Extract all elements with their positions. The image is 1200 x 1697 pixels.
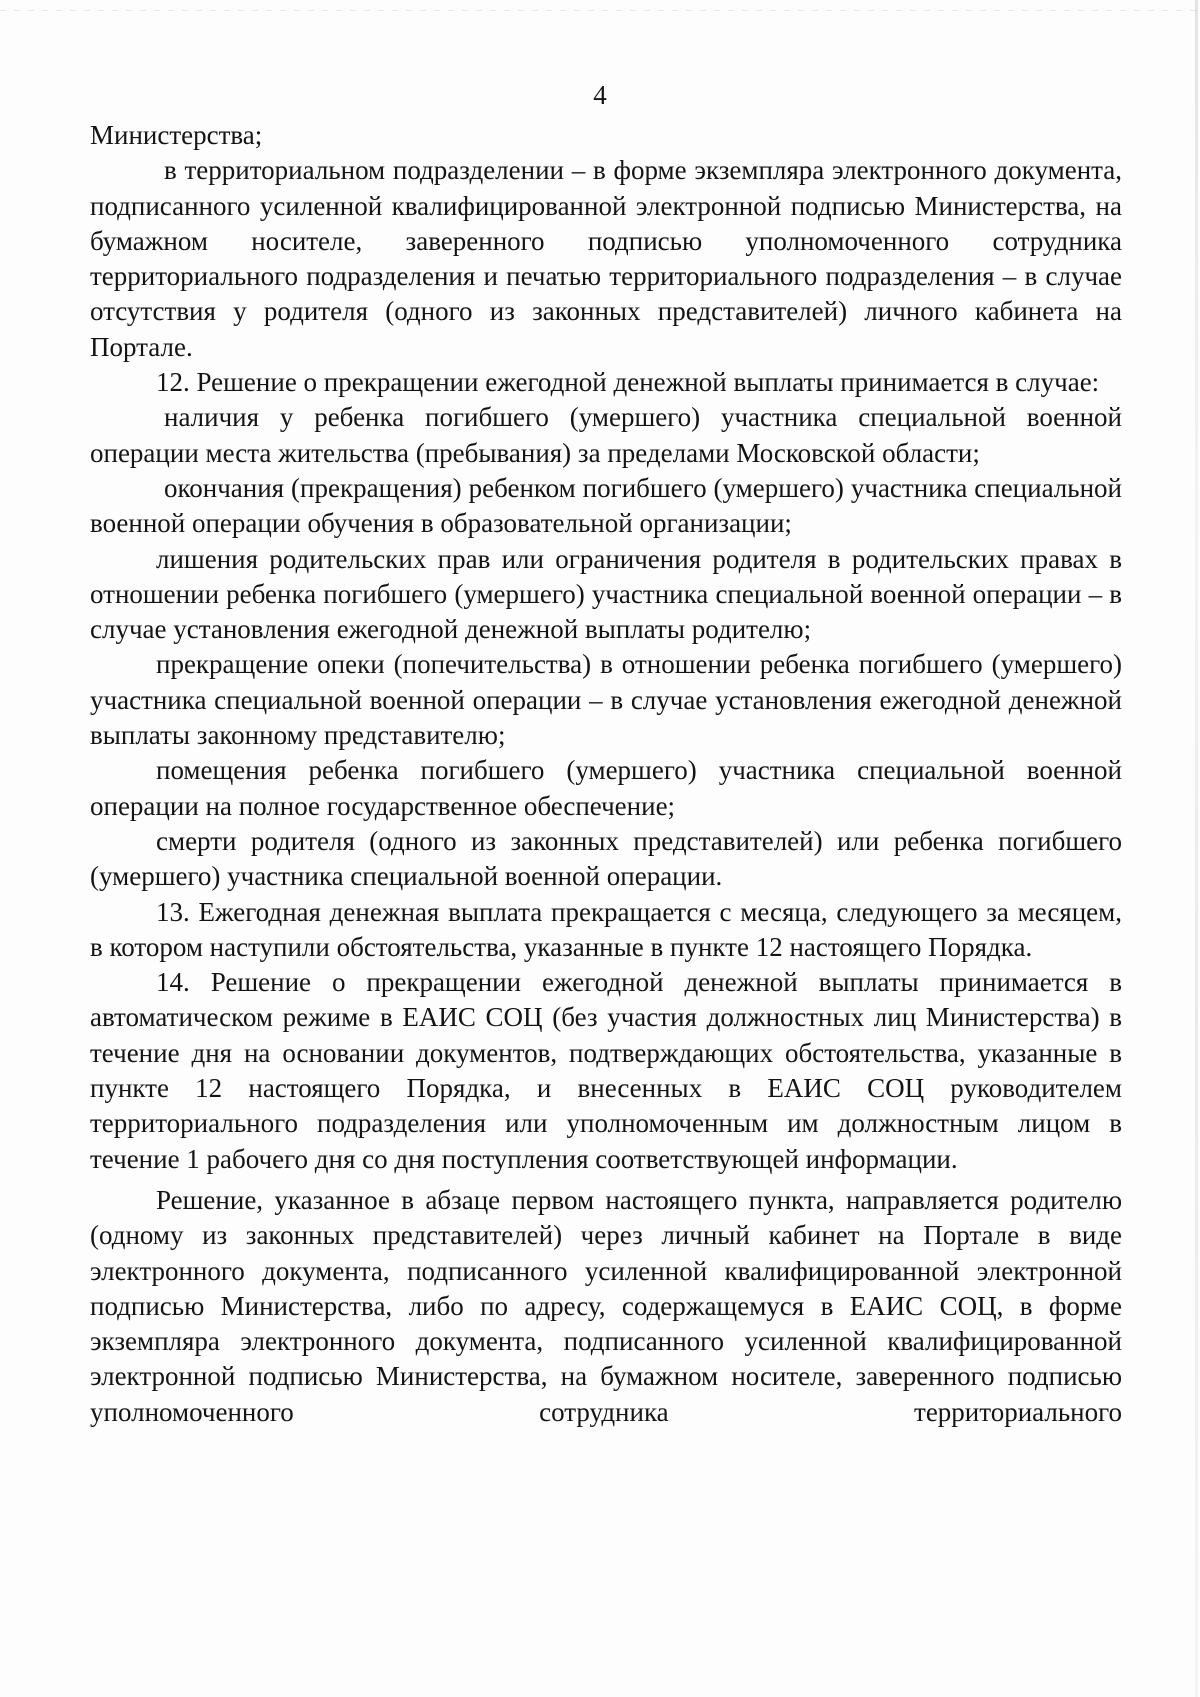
paragraph-death: смерти родителя (одного из законных представителей) или ребенка погибшего (умершего) участника специальной военной операции. (90, 825, 1122, 892)
scan-artifact-top (0, 10, 1200, 11)
paragraph-item-12: 12. Решение о прекращении ежегодной денежной выплаты принимается в случае: (156, 367, 1100, 398)
paragraph-item-13: 13. Ежегодная денежная выплата прекращается с месяца, следующего за месяцем, в котором наступили обстоятельства, указанные в пункте 12 настоящего Порядка. (90, 896, 1122, 962)
paragraph-residence: наличия у ребенка погибшего (умершего) участника специальной военной операции места жительства (пребывания) за пределами Московской области; (90, 402, 1122, 468)
paragraph-ministry-end: Министерства; (90, 120, 263, 150)
paragraph-parental-rights: лишения родительских прав или ограничения родителя в родительских правах в отношении ребенка погибшего (умершего) участника специальной военной операции – в случае установления ежегодной денежной выплаты родителю; (90, 543, 1122, 645)
paragraph-education-end: окончания (прекращения) ребенком погибшего (умершего) участника специальной военной операции обучения в образовательной организации; (90, 472, 1122, 539)
paragraph-item-14: 14. Решение о прекращении ежегодной денежной выплаты принимается в автоматическом режиме в ЕАИС СОЦ (без участия должностных лиц Министерства) в течение дня на основании документов, подтверждающих обстоятельства, указанные в пункте 12 настоящего Порядка, и внесенных в ЕАИС СОЦ руководителем территориального подразделения или уполномоченным им должностным лицом в течение 1 рабочего дня со дня поступления соответствующей информации. (90, 967, 1122, 1174)
paragraph-guardianship-end: прекращение опеки (попечительства) в отношении ребенка погибшего (умершего) участника специальной военной операции – в случае установления ежегодной денежной выплаты законному представителю; (90, 649, 1122, 751)
document-body (90, 118, 1122, 1430)
paragraph-territorial-unit: в территориальном подразделении – в форме экземпляра электронного документа, подписанного усиленной квалифицированной электронной подписью Министерства, на бумажном носителе, заверенного подписью уполномоченного сотрудника территориального подразделения и печатью территориального подразделения – в случае отсутствия у родителя (одного из законных представителей) личного кабинета на Портале. (90, 155, 1122, 362)
scan-artifact-edge (1195, 0, 1198, 1697)
paragraph-state-support: помещения ребенка погибшего (умершего) участника специальной военной операции на полное государственное обеспечение; (90, 755, 1122, 821)
paragraph-decision-delivery: Решение, указанное в абзаце первом настоящего пункта, направляется родителю (одному из законных представителей) через личный кабинет на Портале в виде электронного документа, подписанного усиленной квалифицированной электронной подписью Министерства, либо по адресу, содержащемуся в ЕАИС СОЦ, в форме экземпляра электронного документа, подписанного усиленной квалифицированной электронной подписью Министерства, на бумажном носителе, заверенного подписью уполномоченного сотрудника территориального (90, 1184, 1122, 1427)
page-number: 4 (593, 80, 607, 110)
